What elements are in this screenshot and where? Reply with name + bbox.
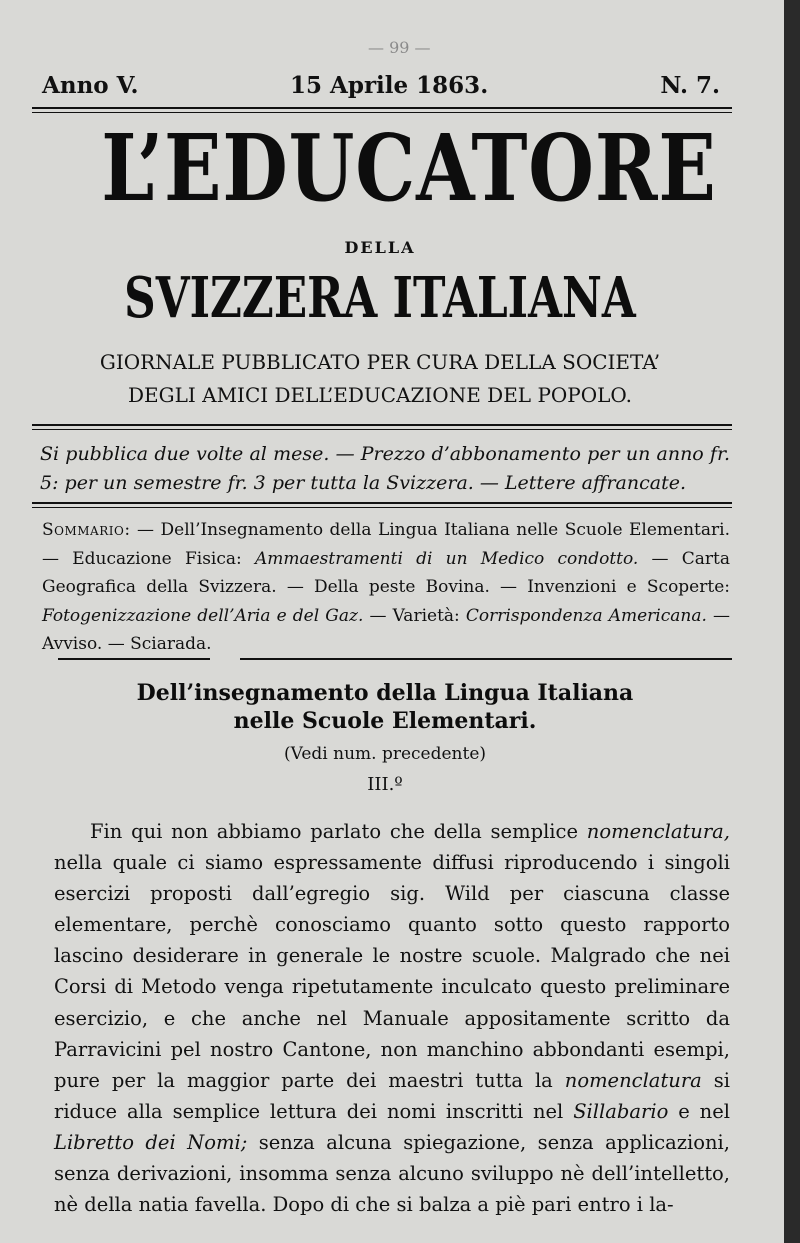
body-italic-4: Libretto dei Nomi; [54,1130,248,1154]
page-number: — 99 — [368,38,431,57]
body-text-1: Fin qui non abbiamo parlato che della semplice [90,820,587,843]
article-title-line-2: nelle Scuole Elementari. [233,708,537,734]
body-text-2: nella quale ci siamo espressamente diffusi riproducendo i singoli esercizi proposti dall’egregio sig. Wild per ciascuna classe elementare, perchè conosciamo quanto sotto questo rapporto lascino desiderare in generale le nostre scuole. Malgrado che nei Corsi di Metodo venga ripetutamente inculcato questo preliminare esercizio, e che anche nel Manuale appositamente scritto da Parravicini pel nostro Cantone, non manchino abbondanti esempi, pure per la maggior parte dei maestri tutta la [54,851,730,1092]
body-text-3: si riduce alla semplice lettura dei nomi inscritti nel [54,1068,730,1123]
summary-text-2: — Carta Geografica della Svizzera. — Della peste Bovina. — Invenzioni e Scoperte: [42,548,730,597]
publisher-line-1: GIORNALE PUBBLICATO PER CURA DELLA SOCIETA’ [99,350,661,374]
summary-text-1: — Dell’Insegnamento della Lingua Italiana nelle Scuole Elementari. — Educazione Fisica: [42,520,730,569]
subscription-rule-top-1 [32,424,732,426]
publisher-line-2: DEGLI AMICI DELL’EDUCAZIONE DEL POPOLO. [127,383,633,407]
body-italic-1: nomenclatura, [586,820,730,843]
body-italic-2: nomenclatura [564,1068,702,1092]
masthead-title: L’EDUCATORE [101,114,717,222]
issue-header [42,72,720,100]
header-rule-bottom [32,112,732,113]
summary-label: Sommario: [42,520,131,540]
article-note: (Vedi num. precedente) [283,744,487,764]
subscription-rule-bottom-2 [32,507,732,508]
summary-italic-3: Corrispondenza Americana. [465,605,707,626]
article-body [54,816,730,1220]
volume-label: Anno V. [42,72,139,99]
subscription-rule-top-2 [32,429,732,430]
summary-divider-left [58,658,210,660]
body-text-5: senza alcuna spiegazione, senza applicazioni, senza derivazioni, insomma senza alcuno sviluppo nè dell’intelletto, nè della natia favella. Dopo di che si balza a piè pari entro i la- [54,1130,730,1217]
issue-date: 15 Aprile 1863. [290,72,489,99]
masthead-della: DELLA [344,238,416,257]
header-rule-top [32,107,732,109]
article-title-line-1: Dell’insegnamento della Lingua Italiana [136,680,634,706]
summary-block [42,516,730,659]
summary-italic-2: Fotogenizzazione dell’Aria e del Gaz. [42,605,364,626]
article-section-number: III.º [367,774,403,795]
summary-text-3: — Varietà: [363,605,466,626]
body-italic-3: Sillabario [573,1099,669,1123]
body-text-4: e nel [668,1099,730,1123]
summary-italic-1: Ammaestramenti di un Medico condotto. [254,548,639,569]
page-edge-shadow [784,0,800,1243]
subscription-info: Si pubblica due volte al mese. — Prezzo d’abbonamento per un anno fr. 5: per un semestre fr. 3 per tutta la Svizzera. — Lettere affrancate. [40,443,730,494]
masthead-subtitle: SVIZZERA ITALIANA [124,265,636,331]
subscription-rule-bottom-1 [32,502,732,504]
summary-divider-right [240,658,732,660]
issue-number: N. 7. [660,72,720,99]
summary-text-4: — Avviso. — Sciarada. [42,605,731,654]
